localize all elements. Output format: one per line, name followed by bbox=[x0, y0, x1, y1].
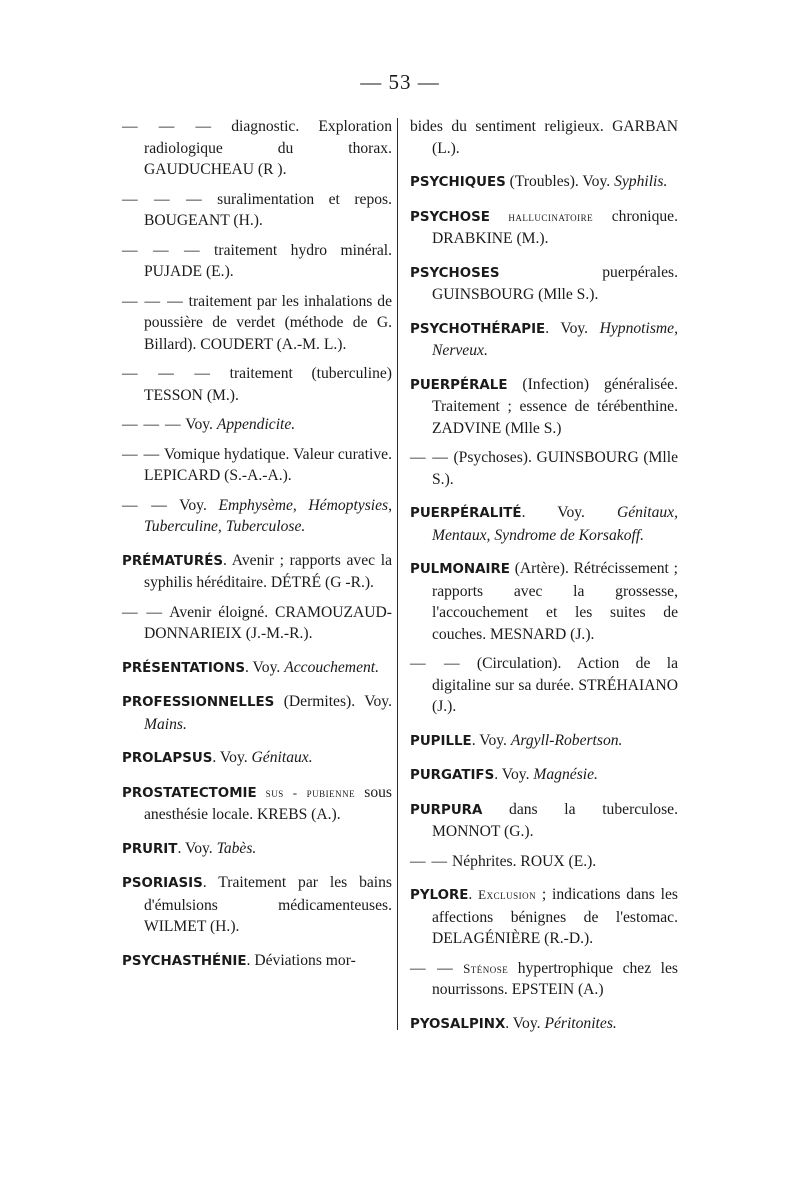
entry-heading: PYOSALPINX bbox=[410, 1016, 506, 1032]
entry-dash: — — bbox=[410, 959, 454, 977]
right-column bbox=[410, 116, 678, 1035]
entry-heading: PROSTATECTOMIE bbox=[122, 785, 257, 801]
entry-dash: — — bbox=[410, 852, 449, 870]
entry-text: traitement par les inhalations de poussière de verdet (méthode de G. Billard). COUDERT (A.-M. L.). bbox=[144, 292, 392, 353]
entry-small-caps: hallucinatoire bbox=[489, 208, 594, 224]
index-entry bbox=[410, 116, 678, 159]
entry-small-caps: Sténose bbox=[453, 960, 509, 976]
index-entry bbox=[122, 838, 392, 861]
entry-dash: — — — bbox=[122, 292, 184, 310]
entry-text: Vomique hydatique. Valeur curative. LEPICARD (S.-A.-A.). bbox=[144, 445, 392, 484]
entry-heading: PROFESSIONNELLES bbox=[122, 695, 275, 710]
entry-text: . Voy. bbox=[545, 319, 600, 337]
entry-text: . bbox=[468, 886, 479, 903]
entry-heading: PURGATIFS bbox=[410, 768, 495, 783]
entry-text: chronique. DRABKINE (M.). bbox=[432, 207, 678, 247]
entry-text: . Voy. bbox=[494, 766, 534, 783]
entry-see-also: Tabès. bbox=[216, 839, 257, 857]
entry-text: Voy. bbox=[181, 416, 217, 433]
entry-text: diagnostic. Exploration radiologique du thorax. GAUDUCHEAU (R ). bbox=[144, 118, 392, 178]
entry-text: puerpérales. GUINSBOURG (Mlle S.). bbox=[432, 263, 678, 303]
entry-see-also: Syphilis. bbox=[614, 173, 668, 190]
entry-text: bides du sentiment religieux. GARBAN (L.). bbox=[410, 118, 678, 157]
entry-text: . Voy. bbox=[177, 839, 217, 857]
index-entry bbox=[410, 653, 678, 718]
index-entry bbox=[410, 558, 678, 645]
entry-heading: PUERPÉRALE bbox=[410, 377, 508, 393]
entry-small-caps: Exclusion bbox=[478, 887, 537, 902]
index-entry bbox=[122, 872, 392, 938]
entry-heading: PROLAPSUS bbox=[122, 751, 213, 766]
entry-heading: PUERPÉRALITÉ bbox=[410, 506, 522, 521]
entry-heading: PYLORE bbox=[410, 888, 469, 903]
index-entry bbox=[122, 414, 392, 436]
entry-text: . Traitement par les bains d'émulsions médicamenteuses. WILMET (H.). bbox=[144, 874, 392, 935]
left-column bbox=[122, 116, 392, 972]
entry-heading: PURPURA bbox=[410, 802, 483, 818]
entry-heading: PSYCHOSE bbox=[410, 209, 490, 225]
entry-text: (Troubles). Voy. bbox=[505, 173, 615, 190]
index-entry bbox=[122, 747, 392, 770]
entry-see-also: Génitaux, Mentaux, Syndrome de Korsakoff. bbox=[432, 504, 678, 544]
index-entry bbox=[410, 206, 678, 250]
entry-dash: — — — bbox=[122, 241, 201, 259]
index-entry bbox=[410, 799, 678, 843]
entry-text: (Infection) généralisée. Traitement ; essence de térébenthine. ZADVINE (Mlle S.) bbox=[432, 375, 678, 437]
entry-dash: — — bbox=[122, 603, 164, 621]
entry-text: . Voy. bbox=[505, 1014, 545, 1032]
index-entry bbox=[410, 447, 678, 490]
entry-text: . Voy. bbox=[212, 749, 252, 766]
index-entry bbox=[122, 602, 392, 645]
entry-text: . Voy. bbox=[471, 731, 511, 749]
entry-text: . Déviations mor- bbox=[246, 951, 356, 969]
entry-text: (Artère). Rétrécissement ; rapports avec la grossesse, l'accouchement et les suites de couches. MESNARD (J.). bbox=[432, 560, 678, 643]
entry-heading: PRURIT bbox=[122, 841, 178, 857]
index-entry bbox=[122, 189, 392, 232]
entry-heading: PSYCHASTHÉNIE bbox=[122, 953, 247, 969]
page-number: — 53 — bbox=[360, 70, 440, 94]
entry-see-also: Argyll-Robertson. bbox=[510, 731, 623, 749]
entry-heading: PSYCHOTHÉRAPIE bbox=[410, 321, 546, 337]
entry-heading: PSYCHIQUES bbox=[410, 175, 506, 190]
entry-text: Néphrites. ROUX (E.). bbox=[448, 852, 597, 870]
index-entry bbox=[122, 363, 392, 406]
entry-text: (Circulation). Action de la digitaline sur sa durée. STRÉHAIANO (J.). bbox=[432, 655, 678, 715]
entry-text: dans la tuberculose. MONNOT (G.). bbox=[432, 800, 678, 840]
entry-heading: PULMONAIRE bbox=[410, 562, 510, 577]
index-entry bbox=[122, 782, 392, 826]
index-entry bbox=[410, 502, 678, 546]
index-entry bbox=[410, 171, 678, 194]
index-entry bbox=[410, 958, 678, 1001]
index-entry bbox=[122, 495, 392, 538]
entry-see-also: Mains. bbox=[144, 715, 187, 733]
index-entry bbox=[122, 550, 392, 594]
index-entry bbox=[122, 291, 392, 356]
entry-text: . Voy. bbox=[245, 658, 285, 676]
index-entry bbox=[122, 444, 392, 487]
column-divider bbox=[397, 118, 398, 1030]
entry-heading: PRÉMATURÉS bbox=[122, 553, 224, 569]
entry-text: hypertrophique chez les nourrissons. EPSTEIN (A.) bbox=[432, 959, 678, 998]
entry-dash: — — bbox=[410, 655, 461, 672]
entry-dash: — — bbox=[122, 445, 161, 463]
index-entry bbox=[122, 116, 392, 181]
entry-text: Avenir éloigné. CRAMOUZAUD-DONNARIEIX (J.-M.-R.). bbox=[144, 603, 392, 642]
index-entry bbox=[410, 730, 678, 753]
index-entry bbox=[122, 240, 392, 283]
entry-see-also: Accouchement. bbox=[284, 658, 380, 676]
entry-text: (Psychoses). GUINSBOURG (Mlle S.). bbox=[432, 449, 678, 488]
entry-see-also: Appendicite. bbox=[216, 416, 296, 433]
index-entry bbox=[410, 884, 678, 950]
entry-text: sous anesthésie locale. KREBS (A.). bbox=[144, 783, 392, 823]
index-entry bbox=[122, 657, 392, 680]
entry-dash: — — — bbox=[122, 190, 203, 208]
entry-heading: PRÉSENTATIONS bbox=[122, 660, 246, 676]
entry-dash: — — bbox=[410, 449, 449, 466]
entry-see-also: Magnésie. bbox=[533, 766, 598, 783]
index-entry bbox=[122, 691, 392, 735]
index-entry bbox=[410, 262, 678, 306]
entry-dash: — — — bbox=[122, 118, 213, 135]
entry-small-caps: sus - pubienne bbox=[256, 784, 356, 800]
entry-text: . Voy. bbox=[521, 504, 617, 521]
entry-dash: — — — bbox=[122, 416, 182, 433]
entry-text: Voy. bbox=[167, 496, 219, 514]
entry-text: . Avenir ; rapports avec la syphilis héréditaire. DÉTRÉ (G -R.). bbox=[144, 551, 392, 591]
entry-text: suralimentation et repos. BOUGEANT (H.). bbox=[144, 190, 392, 229]
entry-text: traitement (tuberculine) TESSON (M.). bbox=[144, 365, 392, 404]
entry-dash: — — — bbox=[122, 365, 212, 382]
entry-heading: PSORIASIS bbox=[122, 876, 203, 891]
entry-see-also: Emphysème, Hémoptysies, Tuberculine, Tuberculose. bbox=[144, 496, 393, 535]
entry-see-also: Hypnotisme, Nerveux. bbox=[432, 319, 678, 359]
entry-heading: PSYCHOSES bbox=[410, 265, 500, 281]
entry-see-also: Péritonites. bbox=[544, 1014, 617, 1032]
entry-text: traitement hydro minéral. PUJADE (E.). bbox=[144, 241, 392, 280]
entry-text: ; indications dans les affections bénignes de l'estomac. DELAGÉNIÈRE (R.-D.). bbox=[432, 886, 679, 947]
entry-see-also: Génitaux. bbox=[251, 749, 313, 766]
index-entry bbox=[410, 318, 678, 362]
entry-heading: PUPILLE bbox=[410, 733, 472, 749]
index-entry bbox=[410, 1013, 678, 1036]
index-entry bbox=[410, 851, 678, 873]
index-entry bbox=[122, 950, 392, 973]
index-entry bbox=[410, 374, 678, 440]
entry-text: (Dermites). Voy. bbox=[274, 693, 392, 710]
entry-dash: — — bbox=[122, 496, 168, 514]
index-entry bbox=[410, 764, 678, 787]
